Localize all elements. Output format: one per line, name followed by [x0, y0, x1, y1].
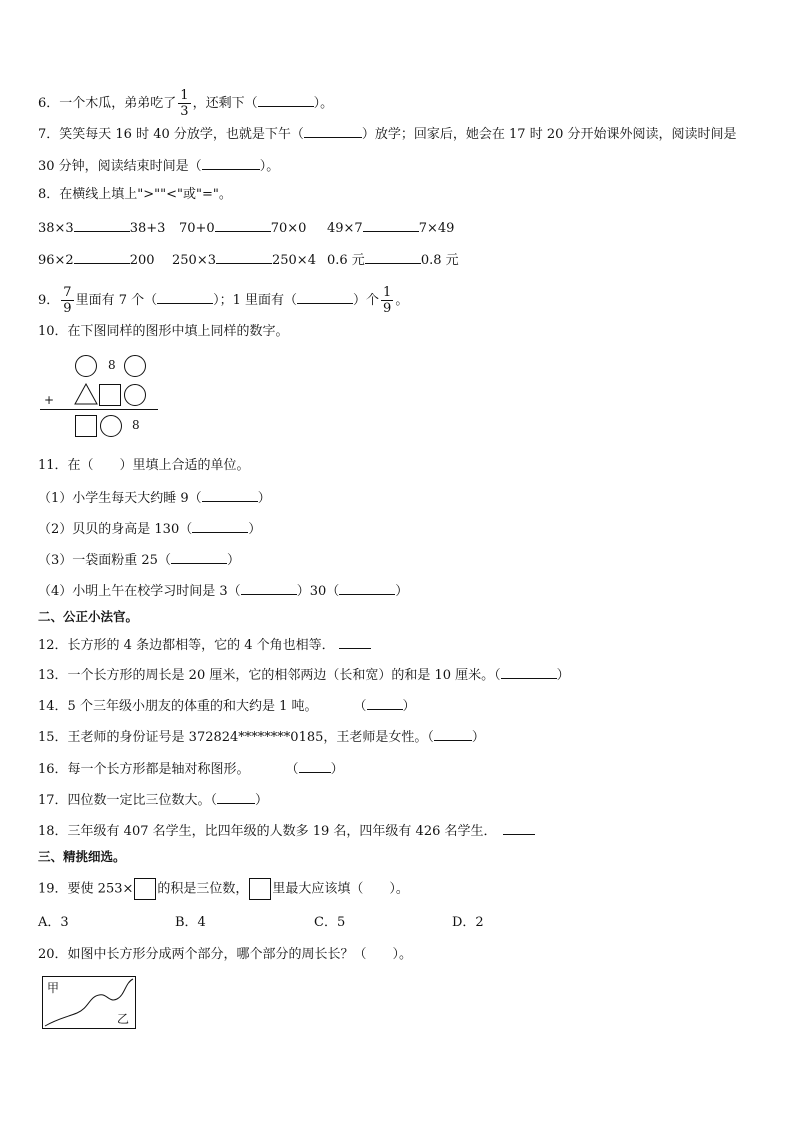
- question-19-options: [38, 915, 538, 931]
- square-shape[interactable]: [75, 415, 97, 437]
- compare-item: 38×3 38+3: [38, 221, 166, 236]
- answer-blank[interactable]: [74, 219, 130, 232]
- option-a[interactable]: A．3: [38, 915, 69, 930]
- question-14: 14．5 个三年级小朋友的体重的和大约是 1 吨。 （ ）: [38, 699, 416, 714]
- question-11-item-2: （2）贝贝的身高是 130（ ）: [38, 522, 262, 537]
- answer-blank[interactable]: [363, 219, 419, 232]
- answer-blank[interactable]: [339, 582, 395, 595]
- answer-blank[interactable]: [258, 94, 314, 107]
- question-15: 15．王老师的身份证号是 372824********0185，王老师是女性。（ ）: [38, 730, 485, 745]
- question-20: 20．如图中长方形分成两个部分，哪个部分的周长长？（ ）。: [38, 947, 413, 962]
- puzzle-digit: 8: [132, 418, 140, 432]
- fraction-one-ninth: $\frac{1}{9}$: [383, 285, 392, 316]
- question-11-item-3: （3）一袋面粉重 25（ ）: [38, 553, 240, 568]
- answer-box[interactable]: [249, 878, 271, 900]
- option-c[interactable]: C．5: [314, 915, 346, 930]
- answer-blank[interactable]: [157, 291, 213, 304]
- fraction-seven-ninths: $\frac{7}{9}$: [63, 285, 72, 316]
- answer-blank[interactable]: [217, 791, 255, 804]
- section-heading-3: 三、精挑细选。: [38, 849, 126, 864]
- answer-blank[interactable]: [202, 157, 260, 170]
- answer-blank[interactable]: [365, 251, 421, 264]
- answer-blank[interactable]: [74, 251, 130, 264]
- question-6-text: 6．一个木瓜，弟弟吃了: [38, 96, 177, 111]
- question-19: 19．要使 253× 的积是三位数， 里最大应该填（ ）。: [38, 878, 409, 900]
- addition-puzzle: [38, 352, 163, 442]
- question-8-title: 8．在横线上填上">""<"或"="。: [38, 187, 232, 202]
- answer-blank[interactable]: [241, 582, 297, 595]
- option-b[interactable]: B．4: [175, 915, 206, 930]
- square-shape[interactable]: [99, 384, 121, 406]
- label-jia: 甲: [47, 981, 60, 995]
- answer-blank[interactable]: [216, 251, 272, 264]
- circle-shape[interactable]: [124, 355, 146, 377]
- circle-shape[interactable]: [124, 384, 146, 406]
- answer-blank[interactable]: [367, 697, 403, 710]
- answer-blank[interactable]: [434, 728, 472, 741]
- answer-blank[interactable]: [501, 666, 557, 679]
- puzzle-digit: 8: [108, 358, 116, 372]
- question-13: 13．一个长方形的周长是 20 厘米，它的相邻两边（长和宽）的和是 10 厘米。（ ）: [38, 668, 570, 683]
- triangle-shape[interactable]: [74, 383, 98, 405]
- divided-rectangle-figure: [42, 976, 136, 1029]
- question-7-line-1: 7．笑笑每天 16 时 40 分放学，也就是下午（ ）放学；回家后，她会在 17 时 20 分开始课外阅读，阅读时间是: [38, 127, 737, 142]
- section-heading-2: 二、公正小法官。: [38, 609, 139, 624]
- question-10: 10．在下图同样的图形中填上同样的数字。: [38, 324, 289, 339]
- answer-blank[interactable]: [299, 760, 331, 773]
- question-11-item-1: （1）小学生每天大约睡 9（ ）: [38, 491, 271, 506]
- answer-blank[interactable]: [503, 822, 535, 835]
- question-6: 6．一个木瓜，弟弟吃了 $\frac{1}{3}$ ，还剩下（ ）。: [38, 88, 334, 119]
- question-7-line-2: 30 分钟，阅读结束时间是（ ）。: [38, 159, 280, 174]
- answer-blank[interactable]: [202, 489, 258, 502]
- compare-item: 96×2 200: [38, 253, 155, 268]
- circle-shape[interactable]: [75, 355, 97, 377]
- question-18: 18．三年级有 407 名学生，比四年级的人数多 19 名，四年级有 426 名学生．: [38, 822, 535, 840]
- sum-line: [40, 409, 158, 410]
- answer-blank[interactable]: [171, 551, 227, 564]
- option-d[interactable]: D．2: [452, 915, 484, 930]
- question-9: 9． $\frac{7}{9}$ 里面有 7 个（ ）；1 里面有（ ）个 $\frac{1}{9}$ 。: [38, 285, 409, 316]
- answer-blank[interactable]: [192, 520, 248, 533]
- answer-blank[interactable]: [304, 125, 362, 138]
- circle-shape[interactable]: [100, 415, 122, 437]
- answer-box[interactable]: [134, 878, 156, 900]
- answer-blank[interactable]: [297, 291, 353, 304]
- answer-blank[interactable]: [339, 636, 371, 649]
- answer-blank[interactable]: [215, 219, 271, 232]
- question-11-item-4: （4）小明上午在校学习时间是 3（ ）30（ ）: [38, 584, 409, 599]
- plus-sign: +: [44, 393, 55, 407]
- compare-item: 49×7 7×49: [327, 221, 455, 236]
- label-yi: 乙: [117, 1012, 130, 1026]
- question-11: 11．在（ ）里填上合适的单位。: [38, 458, 250, 473]
- compare-item: 0.6 元 0.8 元: [327, 253, 459, 268]
- compare-item: 70+0 70×0: [179, 221, 307, 236]
- question-17: 17．四位数一定比三位数大。（ ）: [38, 793, 269, 808]
- compare-item: 250×3 250×4: [172, 253, 316, 268]
- question-16: 16．每一个长方形都是轴对称图形。 （ ）: [38, 762, 344, 777]
- question-12: 12．长方形的 4 条边都相等，它的 4 个角也相等．: [38, 636, 371, 654]
- fraction-one-third: $\frac{1}{3}$: [180, 88, 189, 119]
